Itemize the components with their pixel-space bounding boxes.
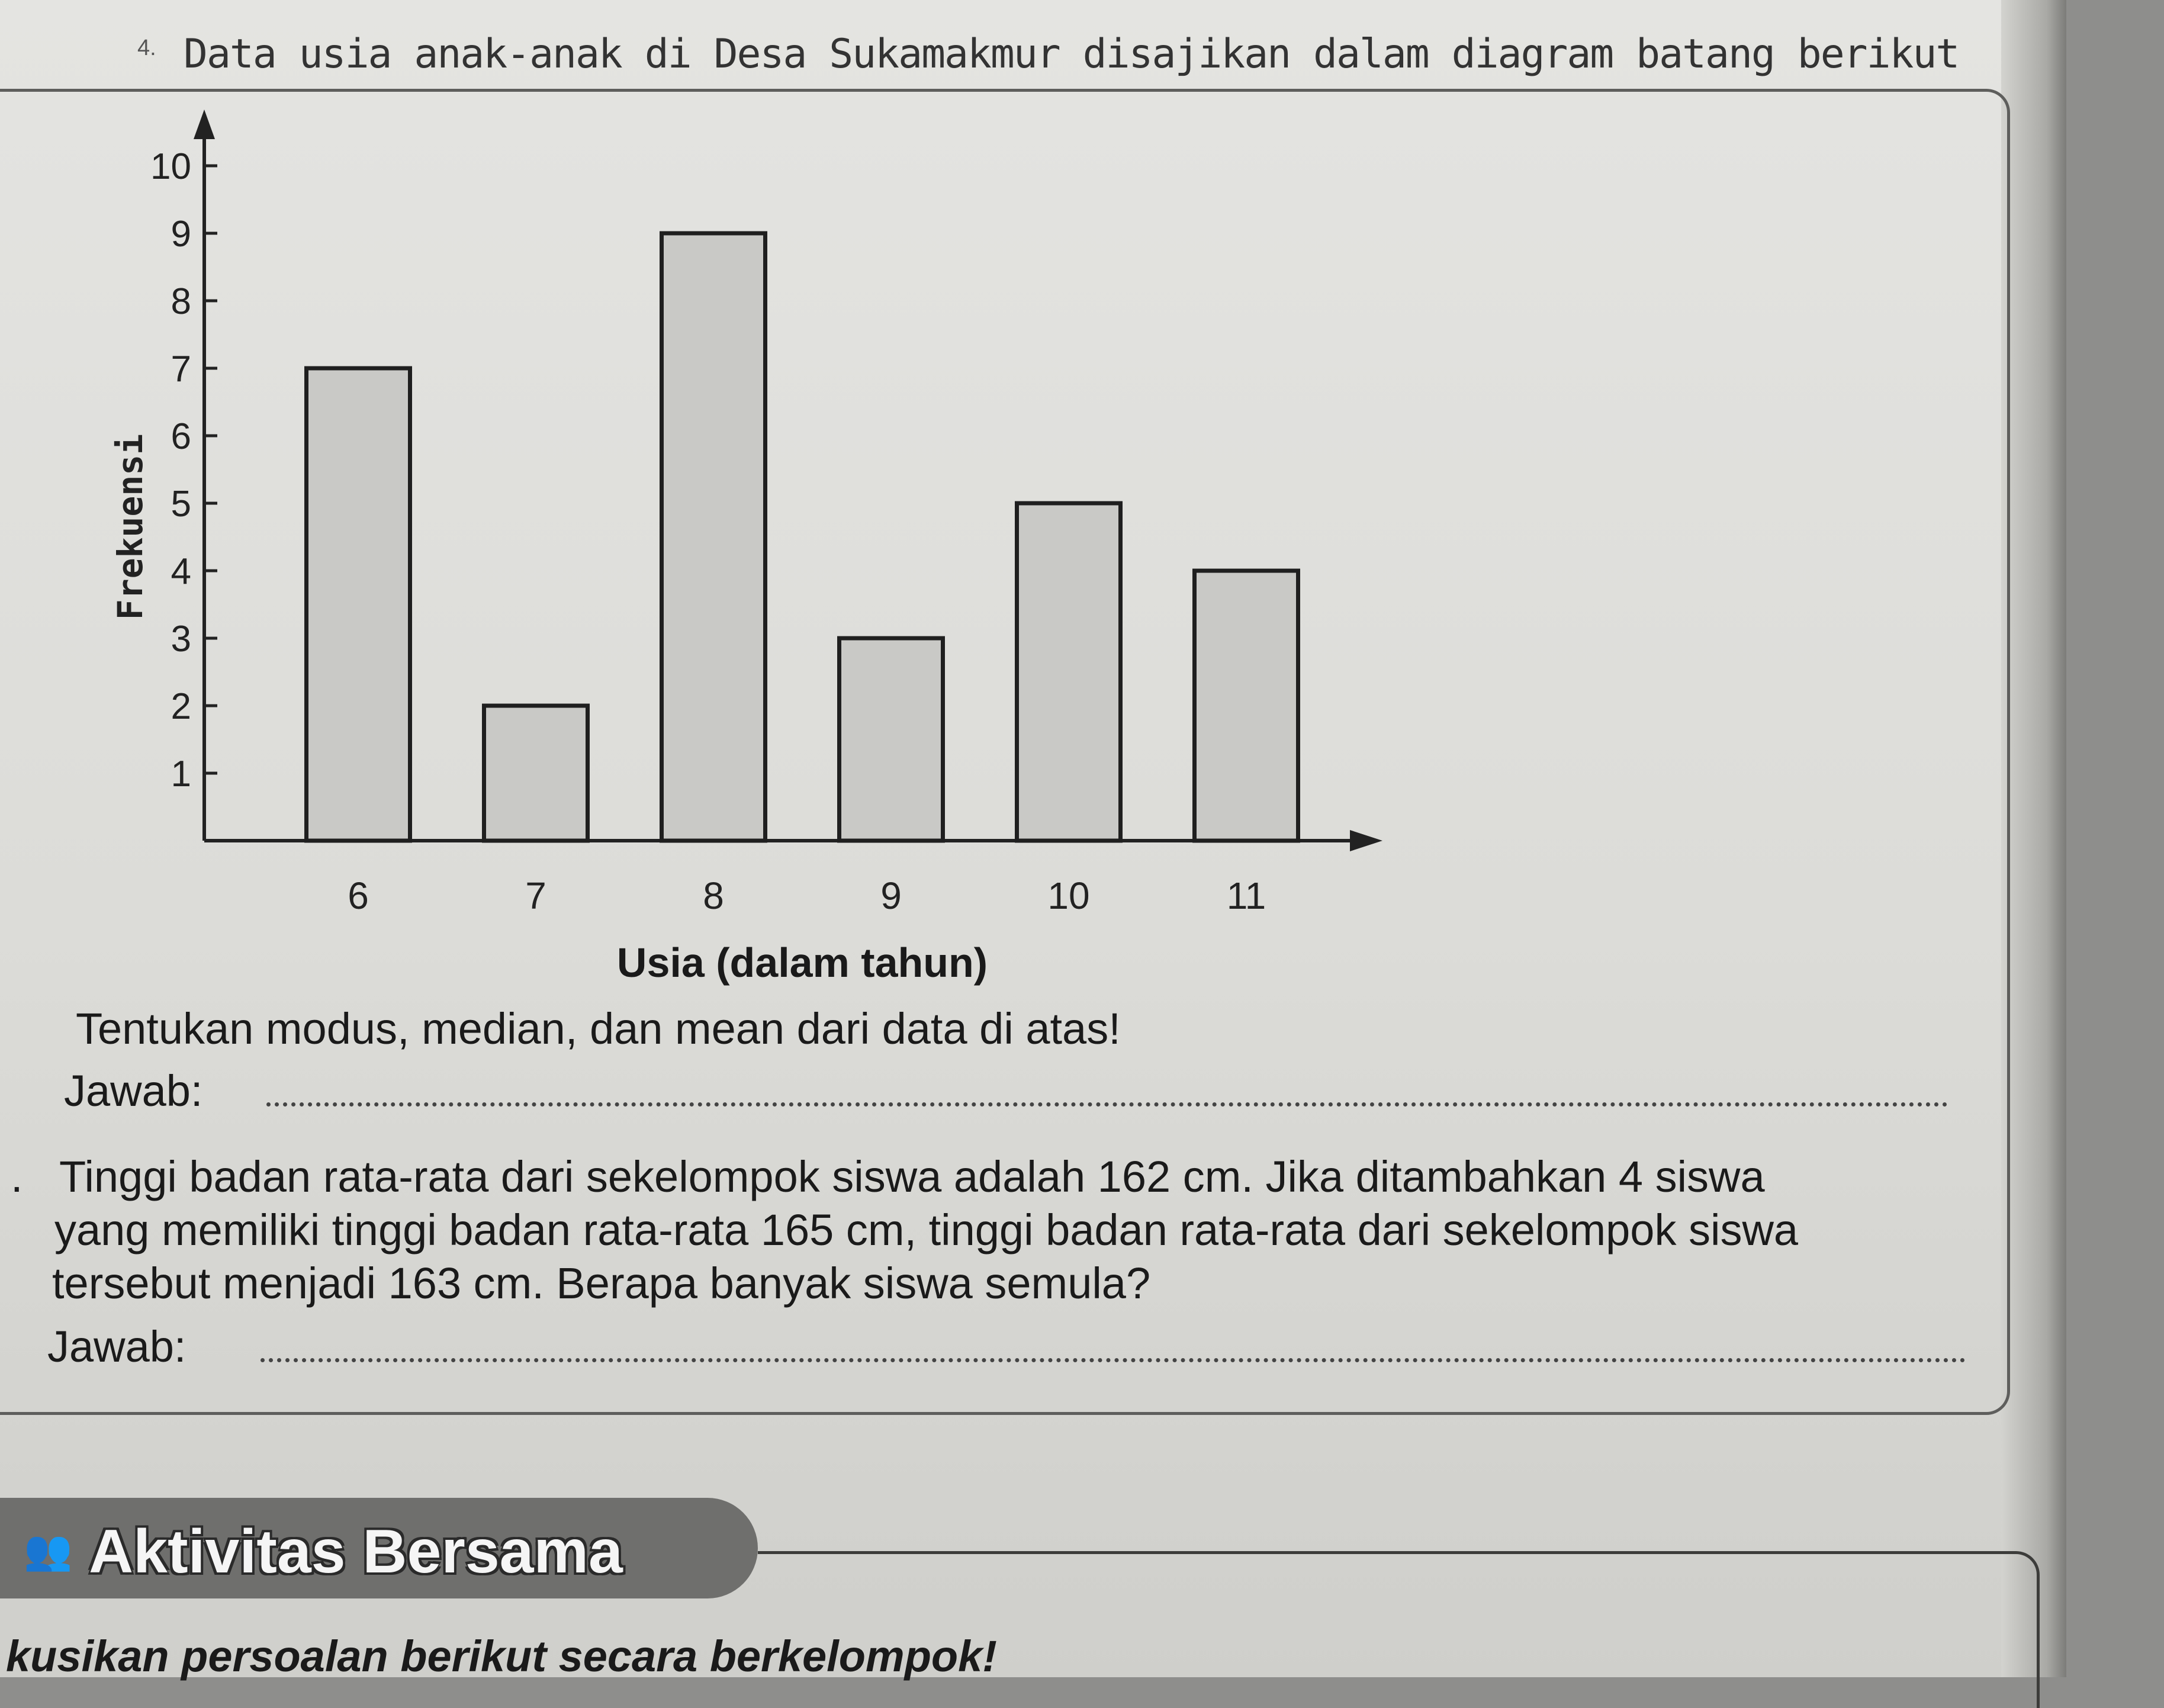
y-axis-label: Frekuensi — [110, 433, 150, 620]
x-tick-label: 7 — [525, 874, 546, 917]
question-5-number: . — [11, 1152, 23, 1201]
bar — [1195, 571, 1298, 841]
question-5-answer-line[interactable] — [261, 1358, 1966, 1362]
question-5-line-3: tersebut menjadi 163 cm. Berapa banyak siswa semula? — [52, 1259, 1151, 1308]
y-tick-label: 1 — [171, 754, 191, 795]
y-tick-label: 9 — [171, 214, 191, 255]
y-axis-arrow — [194, 110, 215, 139]
x-tick-label: 11 — [1226, 874, 1266, 917]
x-tick-label: 8 — [703, 874, 724, 917]
x-axis-arrow — [1350, 830, 1382, 851]
y-tick-label: 4 — [171, 551, 191, 592]
question-5-answer-label: Jawab: — [47, 1322, 187, 1371]
bar — [484, 706, 588, 841]
x-axis-label: Usia (dalam tahun) — [616, 940, 988, 986]
question-4-prompt: Tentukan modus, median, dan mean dari data di atas! — [76, 1004, 1121, 1053]
y-tick-label: 3 — [171, 619, 191, 660]
question-4-answer-label: Jawab: — [64, 1066, 203, 1115]
question-4-number: 4. — [137, 36, 156, 60]
question-4-title: Data usia anak-anak di Desa Sukamakmur disajikan dalam diagram batang berikut — [184, 31, 1959, 78]
question-5-line-2: yang memiliki tinggi badan rata-rata 165 cm, tinggi badan rata-rata dari sekelompok siswa — [54, 1205, 1799, 1255]
x-tick-label: 10 — [1047, 874, 1090, 917]
people-icon: 👥 — [24, 1528, 73, 1572]
bar — [1017, 503, 1121, 841]
y-tick-label: 10 — [150, 146, 191, 187]
y-tick-label: 6 — [171, 416, 191, 457]
activity-title: Aktivitas Bersama — [89, 1517, 623, 1586]
question-4-answer-line[interactable] — [266, 1102, 1948, 1106]
y-tick-label: 2 — [171, 686, 191, 727]
y-tick-label: 8 — [171, 281, 191, 322]
x-tick-label: 6 — [348, 874, 369, 917]
y-tick-label: 7 — [171, 349, 191, 390]
x-tick-label: 9 — [880, 874, 902, 917]
question-5-line-1: Tinggi badan rata-rata dari sekelompok siswa adalah 162 cm. Jika ditambahkan 4 siswa — [59, 1152, 1765, 1201]
bar — [840, 638, 943, 841]
y-tick-label: 5 — [171, 484, 191, 525]
bar — [307, 368, 410, 841]
bar — [662, 233, 766, 841]
activity-box — [758, 1551, 2040, 1708]
activity-instruction: kusikan persoalan berikut secara berkelompok! — [6, 1632, 997, 1681]
